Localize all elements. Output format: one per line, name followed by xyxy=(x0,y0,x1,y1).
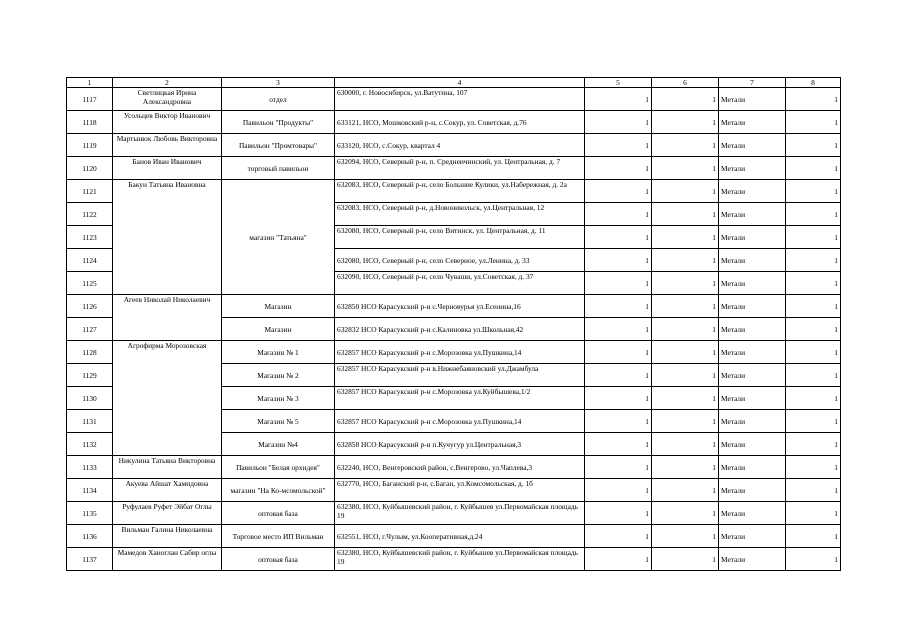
column-header: 2 xyxy=(113,78,222,88)
row-number: 1118 xyxy=(67,111,113,134)
row-number: 1119 xyxy=(67,134,113,157)
address: 632858 НСО Карасукский р-н п.Кучугур ул.Центральная,3 xyxy=(335,433,585,456)
row-number: 1134 xyxy=(67,479,113,502)
col7-value: Метали xyxy=(719,249,786,272)
table-row xyxy=(67,548,841,571)
column-header: 1 xyxy=(67,78,113,88)
col8-value: 1 xyxy=(786,479,841,502)
row-number: 1129 xyxy=(67,364,113,387)
col5-value: 1 xyxy=(585,318,652,341)
row-number: 1128 xyxy=(67,341,113,364)
col7-value: Метали xyxy=(719,502,786,525)
col8-value: 1 xyxy=(786,410,841,433)
col8-value: 1 xyxy=(786,157,841,180)
owner-name: Акуева Айшат Хамидовна xyxy=(113,479,222,502)
col6-value: 1 xyxy=(652,157,719,180)
object-type: Магазин № 1 xyxy=(222,341,335,364)
address: 632832 НСО Карасукский р-н с.Калиновка ул.Школьная,42 xyxy=(335,318,585,341)
object-type: Магазин № 3 xyxy=(222,387,335,410)
address: 632857 НСО Карасукский р-н в.Нижнебаяновский ул.Джамбула xyxy=(335,364,585,387)
row-number: 1126 xyxy=(67,295,113,318)
col6-value: 1 xyxy=(652,456,719,479)
owner-name: Вильман Галина Николаевна xyxy=(113,525,222,548)
col6-value: 1 xyxy=(652,226,719,249)
object-type: Магазин № 5 xyxy=(222,410,335,433)
col8-value: 1 xyxy=(786,226,841,249)
col8-value: 1 xyxy=(786,134,841,157)
col6-value: 1 xyxy=(652,134,719,157)
table-row xyxy=(67,341,841,364)
object-type: магазин "Татьяна" xyxy=(222,180,335,295)
object-type: оптовая база xyxy=(222,502,335,525)
column-header: 7 xyxy=(719,78,786,88)
column-header: 5 xyxy=(585,78,652,88)
col7-value: Метали xyxy=(719,111,786,134)
object-type: Павильон "Белая орхидея" xyxy=(222,456,335,479)
col5-value: 1 xyxy=(585,387,652,410)
col8-value: 1 xyxy=(786,502,841,525)
object-type: оптовая база xyxy=(222,548,335,571)
address: 632857 НСО Карасукский р-н с.Морозовка ул.Куйбышева,1/2 xyxy=(335,387,585,410)
col6-value: 1 xyxy=(652,272,719,295)
address: 632080, НСО, Северный р-н, село Витинск, ул. Центральная, д. 11 xyxy=(335,226,585,249)
col7-value: Метали xyxy=(719,387,786,410)
address: 630000, г. Новосибирск, ул.Ватутина, 107 xyxy=(335,88,585,111)
col6-value: 1 xyxy=(652,180,719,203)
address: 632083, НСО, Северный р-н, село Большие Кулики, ул.Набережная, д. 2а xyxy=(335,180,585,203)
owner-name: Мамедов Хаиоглан Сабир оглы xyxy=(113,548,222,571)
col5-value: 1 xyxy=(585,180,652,203)
object-type: Торговое место ИП Вильман xyxy=(222,525,335,548)
header-row xyxy=(67,78,841,88)
col8-value: 1 xyxy=(786,433,841,456)
col6-value: 1 xyxy=(652,502,719,525)
col6-value: 1 xyxy=(652,88,719,111)
address: 632083, НСО, Северный р-н, д.Новоникольск, ул.Центральная, 12 xyxy=(335,203,585,226)
owner-name: Руфулаев Руфет Эйбат Оглы xyxy=(113,502,222,525)
object-type: Магазин xyxy=(222,318,335,341)
col7-value: Метали xyxy=(719,479,786,502)
col7-value: Метали xyxy=(719,134,786,157)
address: 632094, НСО, Северный р-н, п. Среднеичинский, ул. Центральная, д. 7 xyxy=(335,157,585,180)
col5-value: 1 xyxy=(585,157,652,180)
col5-value: 1 xyxy=(585,249,652,272)
address: 632551, НСО, г.Чулым, ул.Кооперативная,д.24 xyxy=(335,525,585,548)
col7-value: Метали xyxy=(719,456,786,479)
col8-value: 1 xyxy=(786,295,841,318)
col6-value: 1 xyxy=(652,410,719,433)
col8-value: 1 xyxy=(786,111,841,134)
owner-name: Агрофирма Морозовская xyxy=(113,341,222,456)
col8-value: 1 xyxy=(786,525,841,548)
col8-value: 1 xyxy=(786,88,841,111)
col8-value: 1 xyxy=(786,341,841,364)
row-number: 1124 xyxy=(67,249,113,272)
table-row xyxy=(67,111,841,134)
col5-value: 1 xyxy=(585,525,652,548)
table-row xyxy=(67,88,841,111)
address: 632857 НСО Карасукский р-н с.Морозовка ул.Пушкина,14 xyxy=(335,410,585,433)
col6-value: 1 xyxy=(652,295,719,318)
col7-value: Метали xyxy=(719,203,786,226)
column-header: 6 xyxy=(652,78,719,88)
col6-value: 1 xyxy=(652,433,719,456)
table-row xyxy=(67,456,841,479)
column-header: 3 xyxy=(222,78,335,88)
table-row xyxy=(67,180,841,203)
row-number: 1133 xyxy=(67,456,113,479)
address: 632850 НСО Карасукский р-н с.Черновурья ул.Есенина,16 xyxy=(335,295,585,318)
col6-value: 1 xyxy=(652,479,719,502)
col5-value: 1 xyxy=(585,456,652,479)
col8-value: 1 xyxy=(786,203,841,226)
col5-value: 1 xyxy=(585,548,652,571)
col8-value: 1 xyxy=(786,387,841,410)
row-number: 1117 xyxy=(67,88,113,111)
col5-value: 1 xyxy=(585,502,652,525)
object-type: Павильон "Промтовары" xyxy=(222,134,335,157)
col7-value: Метали xyxy=(719,410,786,433)
object-type: Павильон "Продукты" xyxy=(222,111,335,134)
col5-value: 1 xyxy=(585,364,652,387)
col7-value: Метали xyxy=(719,548,786,571)
col8-value: 1 xyxy=(786,272,841,295)
address: 633121, НСО, Мошковский р-н, с.Сокур, ул. Советская, д.76 xyxy=(335,111,585,134)
column-header: 4 xyxy=(335,78,585,88)
col5-value: 1 xyxy=(585,341,652,364)
owner-name: Бакун Татьяна Ивановна xyxy=(113,180,222,295)
col5-value: 1 xyxy=(585,410,652,433)
table-row xyxy=(67,134,841,157)
object-type: отдел xyxy=(222,88,335,111)
address: 633120, НСО, с.Сокур, квартал 4 xyxy=(335,134,585,157)
row-number: 1136 xyxy=(67,525,113,548)
col5-value: 1 xyxy=(585,295,652,318)
col6-value: 1 xyxy=(652,318,719,341)
owner-name: Мартынюк Любовь Викторовна xyxy=(113,134,222,157)
col6-value: 1 xyxy=(652,203,719,226)
address: 632080, НСО, Северный р-н, село Северное, ул.Ленина, д. 33 xyxy=(335,249,585,272)
table-row xyxy=(67,157,841,180)
col5-value: 1 xyxy=(585,134,652,157)
col8-value: 1 xyxy=(786,456,841,479)
row-number: 1130 xyxy=(67,387,113,410)
owner-name: Агеев Николай Николаевич xyxy=(113,295,222,341)
row-number: 1131 xyxy=(67,410,113,433)
address: 632090, НСО, Северный р-н, село Чуваши, ул.Советская, д. 37 xyxy=(335,272,585,295)
col5-value: 1 xyxy=(585,479,652,502)
col7-value: Метали xyxy=(719,272,786,295)
table-row xyxy=(67,525,841,548)
col7-value: Метали xyxy=(719,364,786,387)
address: 632857 НСО Карасукский р-н с.Морозовка ул.Пушкина,14 xyxy=(335,341,585,364)
object-type: магазин "На Ко-мсомольской" xyxy=(222,479,335,502)
row-number: 1127 xyxy=(67,318,113,341)
address: 632380, НСО, Куйбышевский район, г. Куйбышев ул.Первомайская площадь 19 xyxy=(335,548,585,571)
col8-value: 1 xyxy=(786,548,841,571)
col5-value: 1 xyxy=(585,226,652,249)
address: 632240, НСО, Венгеровский район, с.Венгерово, ул.Чаплева,3 xyxy=(335,456,585,479)
col6-value: 1 xyxy=(652,387,719,410)
col7-value: Метали xyxy=(719,180,786,203)
col6-value: 1 xyxy=(652,364,719,387)
col7-value: Метали xyxy=(719,226,786,249)
col7-value: Метали xyxy=(719,88,786,111)
col6-value: 1 xyxy=(652,249,719,272)
row-number: 1135 xyxy=(67,502,113,525)
registry-table xyxy=(66,77,841,571)
col5-value: 1 xyxy=(585,203,652,226)
col6-value: 1 xyxy=(652,341,719,364)
col7-value: Метали xyxy=(719,525,786,548)
col7-value: Метали xyxy=(719,433,786,456)
object-type: торговый павильон xyxy=(222,157,335,180)
col5-value: 1 xyxy=(585,88,652,111)
col7-value: Метали xyxy=(719,341,786,364)
row-number: 1121 xyxy=(67,180,113,203)
col6-value: 1 xyxy=(652,548,719,571)
col8-value: 1 xyxy=(786,180,841,203)
col5-value: 1 xyxy=(585,111,652,134)
table-row xyxy=(67,295,841,318)
col8-value: 1 xyxy=(786,249,841,272)
col7-value: Метали xyxy=(719,157,786,180)
col6-value: 1 xyxy=(652,525,719,548)
col5-value: 1 xyxy=(585,272,652,295)
col6-value: 1 xyxy=(652,111,719,134)
row-number: 1132 xyxy=(67,433,113,456)
col8-value: 1 xyxy=(786,364,841,387)
row-number: 1120 xyxy=(67,157,113,180)
owner-name: Банов Иван Иванович xyxy=(113,157,222,180)
col5-value: 1 xyxy=(585,433,652,456)
row-number: 1125 xyxy=(67,272,113,295)
owner-name: Никулина Татьяна Викторовна xyxy=(113,456,222,479)
row-number: 1122 xyxy=(67,203,113,226)
address: 632770, НСО, Баганский р-н, с.Баган, ул.Комсомольская, д. 1б xyxy=(335,479,585,502)
object-type: Магазин xyxy=(222,295,335,318)
owner-name: Усольцев Виктор Иванович xyxy=(113,111,222,134)
object-type: Магазин № 2 xyxy=(222,364,335,387)
table-row xyxy=(67,502,841,525)
table-row xyxy=(67,479,841,502)
row-number: 1137 xyxy=(67,548,113,571)
col8-value: 1 xyxy=(786,318,841,341)
col7-value: Метали xyxy=(719,295,786,318)
owner-name: Светлицкая Ирина Александровна xyxy=(113,88,222,111)
address: 632380, НСО, Куйбышевский район, г. Куйбышев ул.Первомайская площадь 19 xyxy=(335,502,585,525)
col7-value: Метали xyxy=(719,318,786,341)
row-number: 1123 xyxy=(67,226,113,249)
object-type: Магазин №4 xyxy=(222,433,335,456)
column-header: 8 xyxy=(786,78,841,88)
